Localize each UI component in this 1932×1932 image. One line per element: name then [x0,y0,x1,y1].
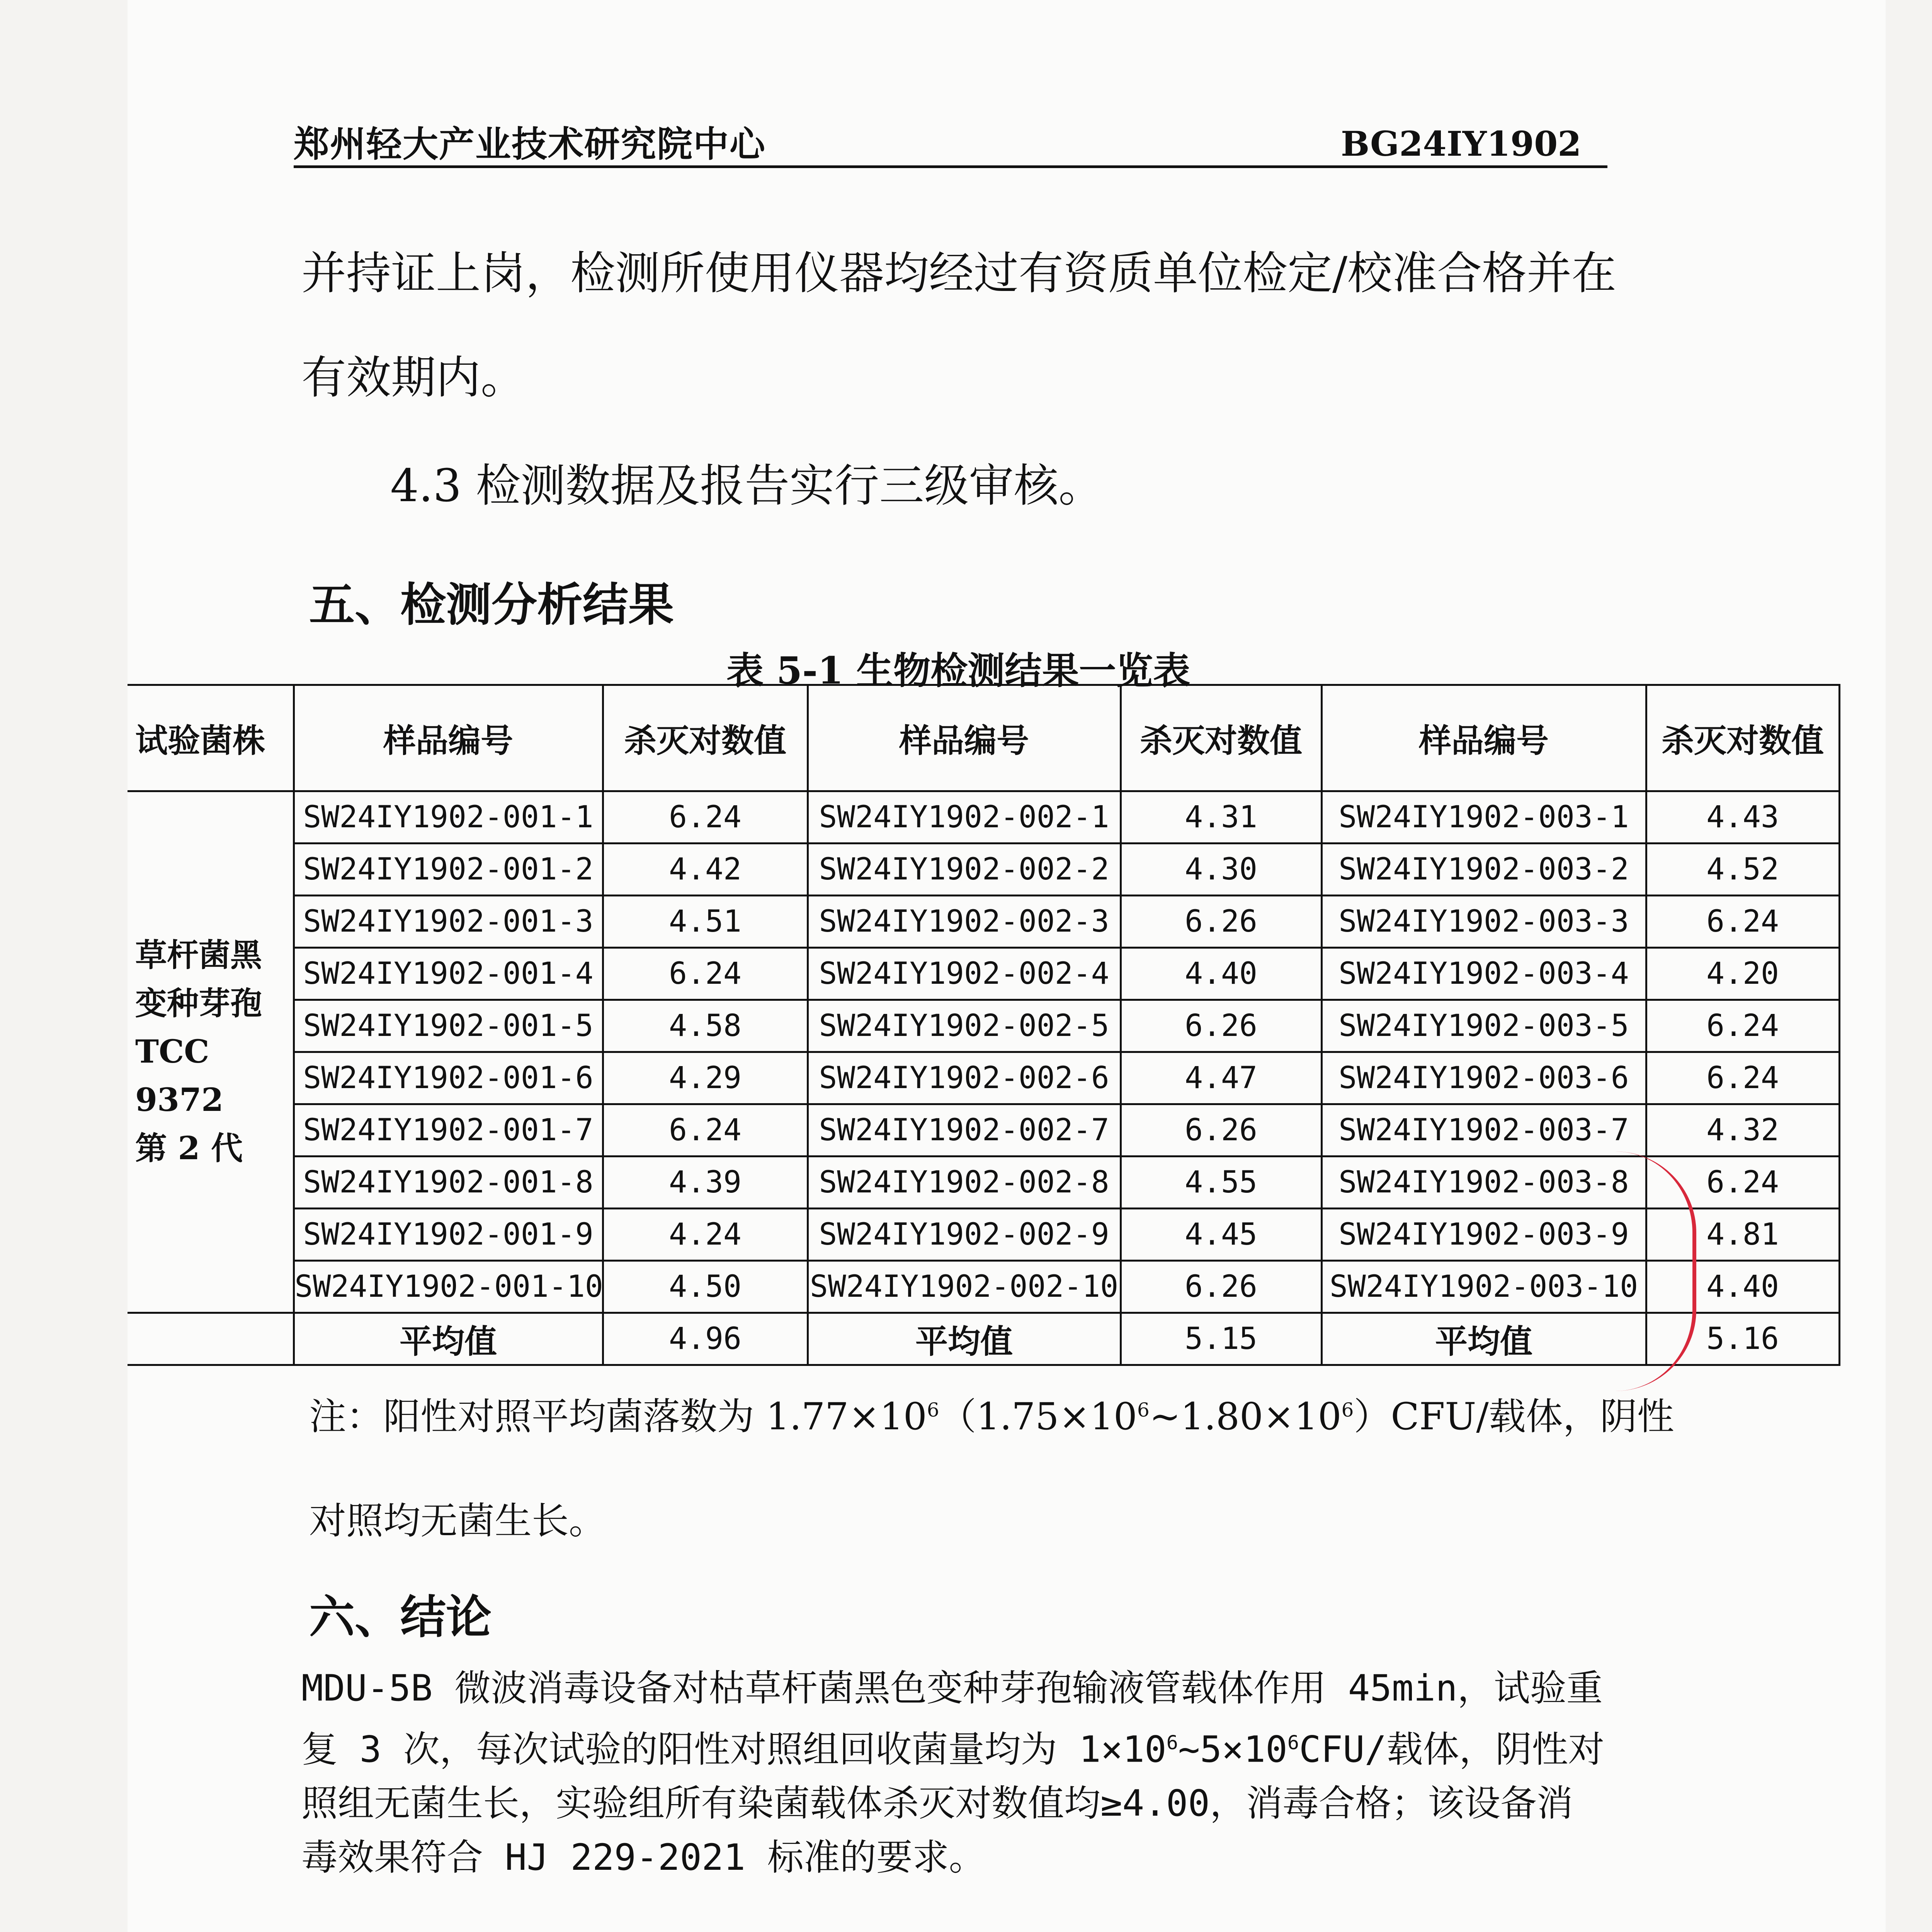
conclusion-line-4: 毒效果符合 HJ 229-2021 标准的要求。 [301,1837,985,1879]
average-row [128,1313,1839,1365]
sample-id-cell: SW24IY1902-001-7 [294,1104,603,1156]
table-row [128,896,1839,948]
section-6-title: 六、结论 [309,1590,492,1644]
sample-id-cell: SW24IY1902-003-9 [1321,1209,1646,1261]
log-value-cell: 4.40 [1121,948,1321,1000]
log-value-cell: 4.24 [603,1209,808,1261]
conclusion-line-3: 照组无菌生长，实验组所有染菌载体杀灭对数值均≥4.00，消毒合格；该设备消 [301,1782,1573,1825]
log-value-cell: 4.50 [603,1261,808,1313]
table-header-row [128,685,1839,791]
header-sample-2: 样品编号 [808,685,1121,791]
sample-id-cell: SW24IY1902-003-4 [1321,948,1646,1000]
log-value-cell: 4.58 [603,1000,808,1052]
average-label-cell: 平均值 [294,1313,603,1365]
note-mid2: ~1.80×10 [1149,1395,1342,1438]
average-blank-cell [128,1313,294,1365]
sample-id-cell: SW24IY1902-002-8 [808,1156,1121,1209]
sample-id-cell: SW24IY1902-001-8 [294,1156,603,1209]
log-value-cell: 4.45 [1121,1209,1321,1261]
table-row [128,791,1839,844]
table-row [128,844,1839,896]
log-value-cell: 6.24 [603,791,808,844]
body-line-2: 有效期内。 [301,352,526,404]
note-prefix: 注：阳性对照平均菌落数为 1.77×10 [309,1395,927,1438]
table-row [128,1000,1839,1052]
header-log-3: 杀灭对数值 [1646,685,1839,791]
strain-cell: 草杆菌黑 变种芽孢 TCC 9372 第 2 代 [128,791,294,1313]
log-value-cell: 6.24 [1646,1156,1839,1209]
item-4-3: 4.3 检测数据及报告实行三级审核。 [390,460,1104,512]
report-number: BG24IY1902 [1341,124,1582,164]
log-value-cell: 6.26 [1121,1104,1321,1156]
note-line-2: 对照均无菌生长。 [309,1499,606,1543]
sample-id-cell: SW24IY1902-002-6 [808,1052,1121,1104]
log-value-cell: 4.47 [1121,1052,1321,1104]
sample-id-cell: SW24IY1902-003-2 [1321,844,1646,896]
note-mid1: （1.75×10 [939,1395,1138,1438]
header-strain: 试验菌株 [128,685,294,791]
note-suffix: ）CFU/载体，阴性 [1354,1395,1674,1438]
table-row [128,1104,1839,1156]
table-caption: 表 5-1 生物检测结果一览表 [726,649,1190,692]
log-value-cell: 6.24 [603,1104,808,1156]
log-value-cell: 4.31 [1121,791,1321,844]
log-value-cell: 4.39 [603,1156,808,1209]
log-value-cell: 4.30 [1121,844,1321,896]
table-row [128,948,1839,1000]
sample-id-cell: SW24IY1902-001-9 [294,1209,603,1261]
log-value-cell: 6.24 [603,948,808,1000]
log-value-cell: 4.51 [603,896,808,948]
log-value-cell: 6.24 [1646,1000,1839,1052]
sample-id-cell: SW24IY1902-002-10 [808,1261,1121,1313]
org-name: 郑州轻大产业技术研究院中心 [294,123,766,165]
log-value-cell: 6.24 [1646,1052,1839,1104]
conclusion-line-1: MDU-5B 微波消毒设备对枯草杆菌黑色变种芽孢输液管载体作用 45min，试验重 [301,1667,1603,1709]
average-label-cell: 平均值 [1321,1313,1646,1365]
sample-id-cell: SW24IY1902-001-2 [294,844,603,896]
sample-id-cell: SW24IY1902-003-6 [1321,1052,1646,1104]
sample-id-cell: SW24IY1902-001-10 [294,1261,603,1313]
sample-id-cell: SW24IY1902-002-3 [808,896,1121,948]
average-value-cell: 4.96 [603,1313,808,1365]
average-label-cell: 平均值 [808,1313,1121,1365]
header-sample-3: 样品编号 [1321,685,1646,791]
sample-id-cell: SW24IY1902-001-4 [294,948,603,1000]
sample-id-cell: SW24IY1902-003-10 [1321,1261,1646,1313]
sample-id-cell: SW24IY1902-002-9 [808,1209,1121,1261]
header-sample-1: 样品编号 [294,685,603,791]
log-value-cell: 6.24 [1646,896,1839,948]
table-row [128,1261,1839,1313]
log-value-cell: 4.20 [1646,948,1839,1000]
sample-id-cell: SW24IY1902-003-7 [1321,1104,1646,1156]
sample-id-cell: SW24IY1902-002-7 [808,1104,1121,1156]
sample-id-cell: SW24IY1902-002-5 [808,1000,1121,1052]
section-5-title: 五、检测分析结果 [309,578,674,631]
log-value-cell: 6.26 [1121,1261,1321,1313]
body-line-1: 并持证上岗，检测所使用仪器均经过有资质单位检定/校准合格并在 [301,247,1617,299]
log-value-cell: 4.32 [1646,1104,1839,1156]
log-value-cell: 4.40 [1646,1261,1839,1313]
table-row [128,1052,1839,1104]
sample-id-cell: SW24IY1902-003-1 [1321,791,1646,844]
table-row [128,1209,1839,1261]
conclusion-text [301,1662,1615,1885]
log-value-cell: 6.26 [1121,1000,1321,1052]
log-value-cell: 4.55 [1121,1156,1321,1209]
header-log-1: 杀灭对数值 [603,685,808,791]
sample-id-cell: SW24IY1902-001-6 [294,1052,603,1104]
log-value-cell: 4.52 [1646,844,1839,896]
average-value-cell: 5.16 [1646,1313,1839,1365]
log-value-cell: 4.29 [603,1052,808,1104]
sample-id-cell: SW24IY1902-002-1 [808,791,1121,844]
note-line-1: 注：阳性对照平均菌落数为 $1.77\times 10^6(1.75\times 10^6\sim 1.80\times 10^6)CFU/$载体，阴性 [309,1395,1674,1438]
sample-id-cell: SW24IY1902-001-3 [294,896,603,948]
log-value-cell: 4.42 [603,844,808,896]
log-value-cell: 4.81 [1646,1209,1839,1261]
sample-id-cell: SW24IY1902-002-2 [808,844,1121,896]
header-log-2: 杀灭对数值 [1121,685,1321,791]
sample-id-cell: SW24IY1902-003-5 [1321,1000,1646,1052]
sample-id-cell: SW24IY1902-001-1 [294,791,603,844]
table-row [128,1156,1839,1209]
sample-id-cell: SW24IY1902-002-4 [808,948,1121,1000]
log-value-cell: 6.26 [1121,896,1321,948]
average-value-cell: 5.15 [1121,1313,1321,1365]
sample-id-cell: SW24IY1902-003-8 [1321,1156,1646,1209]
sample-id-cell: SW24IY1902-003-3 [1321,896,1646,948]
header-rule [294,165,1607,168]
sample-id-cell: SW24IY1902-001-5 [294,1000,603,1052]
results-table [128,684,1840,1366]
log-value-cell: 4.43 [1646,791,1839,844]
conclusion-line-2: 复 3 次，每次试验的阳性对照组回收菌量均为 $1\times 10^6\sim 5\times 10^6CFU/$载体，阴性对 [301,1728,1605,1771]
